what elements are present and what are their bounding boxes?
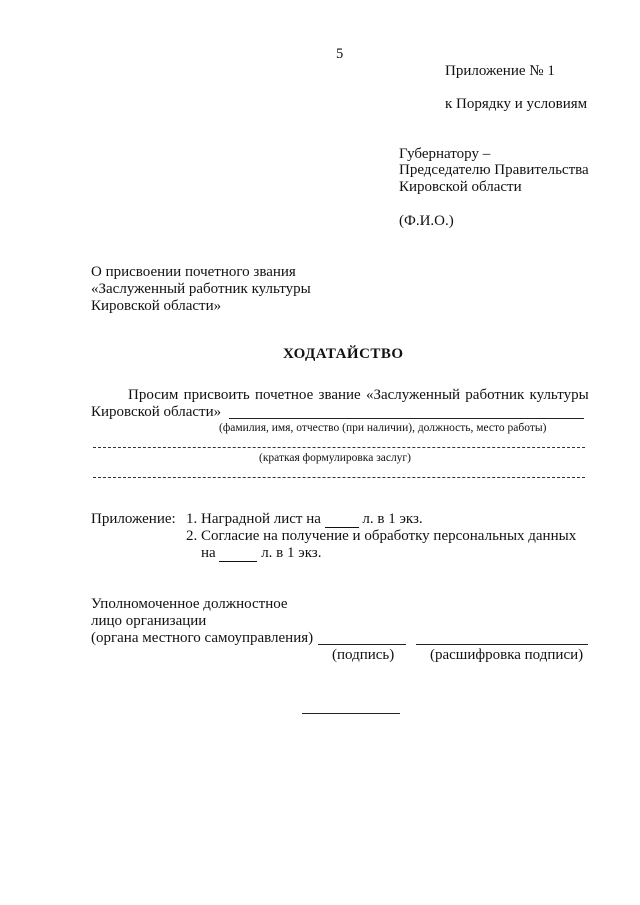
request-line-1: Просим присвоить почетное звание «Заслуженный работник культуры bbox=[128, 387, 589, 403]
signatory-line-2: лицо организации bbox=[91, 613, 207, 629]
merits-fill-line-2[interactable] bbox=[93, 477, 585, 478]
consent-pages-blank[interactable] bbox=[219, 546, 257, 562]
appendix-label: Приложение: bbox=[91, 511, 176, 527]
appendix-item-2-line-2 bbox=[201, 546, 321, 562]
attachment-subtitle: к Порядку и условиям bbox=[445, 96, 588, 112]
signatory-line-1: Уполномоченное должностное bbox=[91, 596, 288, 612]
appendix-item-1-suffix: л. в 1 экз. bbox=[362, 511, 423, 527]
closing-separator bbox=[302, 713, 400, 714]
document-heading: ХОДАТАЙСТВО bbox=[283, 346, 404, 362]
signature-fill-line[interactable] bbox=[318, 644, 406, 645]
merits-fill-line-1[interactable] bbox=[93, 447, 585, 448]
subject-line-1: О присвоении почетного звания bbox=[91, 264, 296, 280]
appendix-item-2-prefix: на bbox=[201, 545, 216, 561]
subject-line-3: Кировской области» bbox=[91, 298, 222, 314]
person-hint: (фамилия, имя, отчество (при наличии), должность, место работы) bbox=[219, 422, 547, 434]
appendix-item-1-prefix: 1. Наградной лист на bbox=[186, 511, 321, 527]
request-line-2: Кировской области» bbox=[91, 404, 222, 420]
person-fill-line[interactable] bbox=[229, 418, 584, 419]
page-number: 5 bbox=[336, 46, 344, 62]
signature-decode-fill-line[interactable] bbox=[416, 644, 588, 645]
appendix-item-1 bbox=[186, 512, 423, 528]
subject-line-2: «Заслуженный работник культуры bbox=[91, 281, 311, 297]
addressee-line-1: Губернатору – bbox=[399, 146, 491, 162]
award-sheet-pages-blank[interactable] bbox=[325, 512, 359, 528]
signatory-line-3: (органа местного самоуправления) bbox=[91, 630, 314, 646]
merits-hint: (краткая формулировка заслуг) bbox=[259, 452, 411, 464]
addressee-line-3: Кировской области bbox=[399, 179, 522, 195]
addressee-fio: (Ф.И.О.) bbox=[399, 213, 454, 229]
signature-hint: (подпись) bbox=[332, 647, 395, 663]
appendix-item-2-suffix: л. в 1 экз. bbox=[261, 545, 322, 561]
addressee-line-2: Председателю Правительства bbox=[399, 162, 589, 178]
attachment-title: Приложение № 1 bbox=[445, 63, 555, 79]
signature-decode-hint: (расшифровка подписи) bbox=[430, 647, 584, 663]
appendix-item-2-line-1: 2. Согласие на получение и обработку персональных данных bbox=[186, 528, 577, 544]
